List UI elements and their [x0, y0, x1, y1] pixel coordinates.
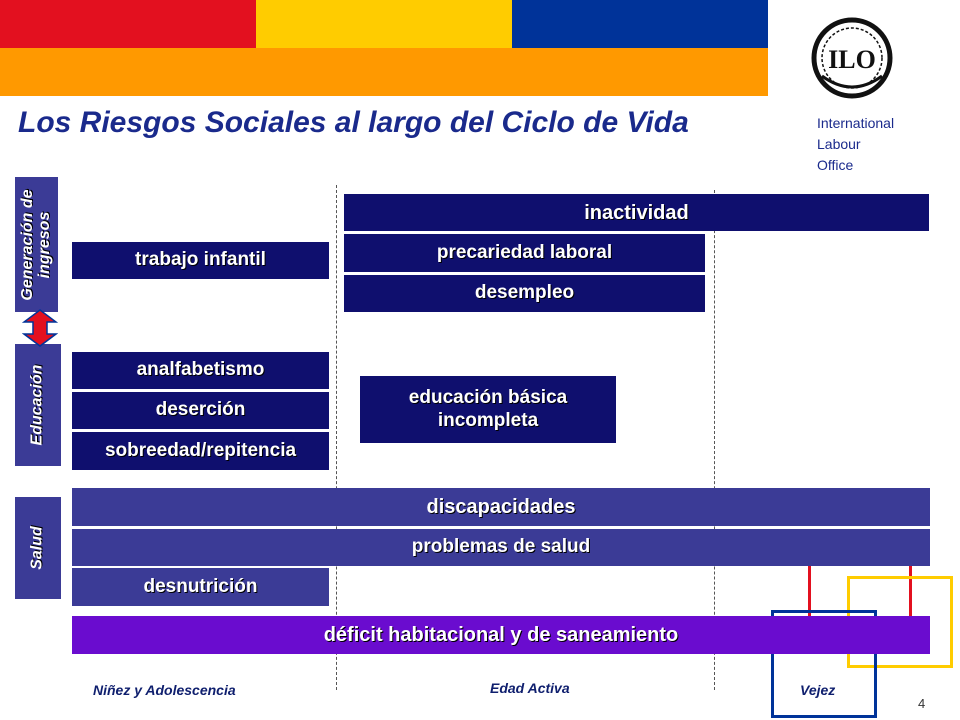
ilo-logo-text: ILO	[828, 45, 876, 74]
bar-precariedad-laboral: precariedad laboral	[344, 234, 705, 272]
page-title: Los Riesgos Sociales al largo del Ciclo de Vida	[18, 106, 689, 139]
bar-discapacidades: discapacidades	[72, 488, 930, 526]
stage-ninez-adolescencia: Niñez y Adolescencia	[93, 682, 236, 698]
double-arrow-icon	[22, 309, 58, 347]
bar-trabajo-infantil: trabajo infantil	[72, 242, 329, 279]
bar-desempleo: desempleo	[344, 275, 705, 312]
org-name	[817, 113, 894, 176]
banner-red-block	[0, 0, 256, 48]
bar-inactividad: inactividad	[344, 194, 929, 231]
bar-educacion-basica-incompleta: educación básica incompleta	[360, 376, 616, 443]
org-line-2: Labour	[817, 136, 861, 152]
category-salud	[15, 497, 61, 599]
banner-navy-block	[512, 0, 768, 48]
org-line-3: Office	[817, 157, 854, 173]
bar-analfabetismo: analfabetismo	[72, 352, 329, 389]
bar-problemas-de-salud: problemas de salud	[72, 529, 930, 566]
divider-ninez-activa	[336, 185, 337, 690]
ilo-emblem-icon	[806, 12, 898, 104]
category-generacion	[15, 177, 58, 312]
page-number: 4	[918, 696, 926, 711]
category-salud-label: Salud	[28, 526, 46, 570]
category-generacion-label: Generación de ingresos	[18, 188, 53, 301]
bar-deficit-habitacional: déficit habitacional y de saneamiento	[72, 616, 930, 654]
org-line-1: International	[817, 115, 895, 131]
stage-vejez: Vejez	[800, 682, 836, 698]
divider-activa-vejez	[714, 190, 715, 690]
banner-orange-block	[0, 48, 768, 96]
bar-desnutricion: desnutrición	[72, 568, 329, 606]
banner-yellow-block	[256, 0, 512, 48]
bar-desercion: deserción	[72, 392, 329, 429]
category-educacion-label: Educación	[28, 364, 46, 446]
bar-sobreedad-repitencia: sobreedad/repitencia	[72, 432, 329, 470]
stage-edad-activa: Edad Activa	[490, 680, 570, 696]
category-educacion	[15, 344, 61, 466]
ilo-logo	[806, 12, 898, 104]
